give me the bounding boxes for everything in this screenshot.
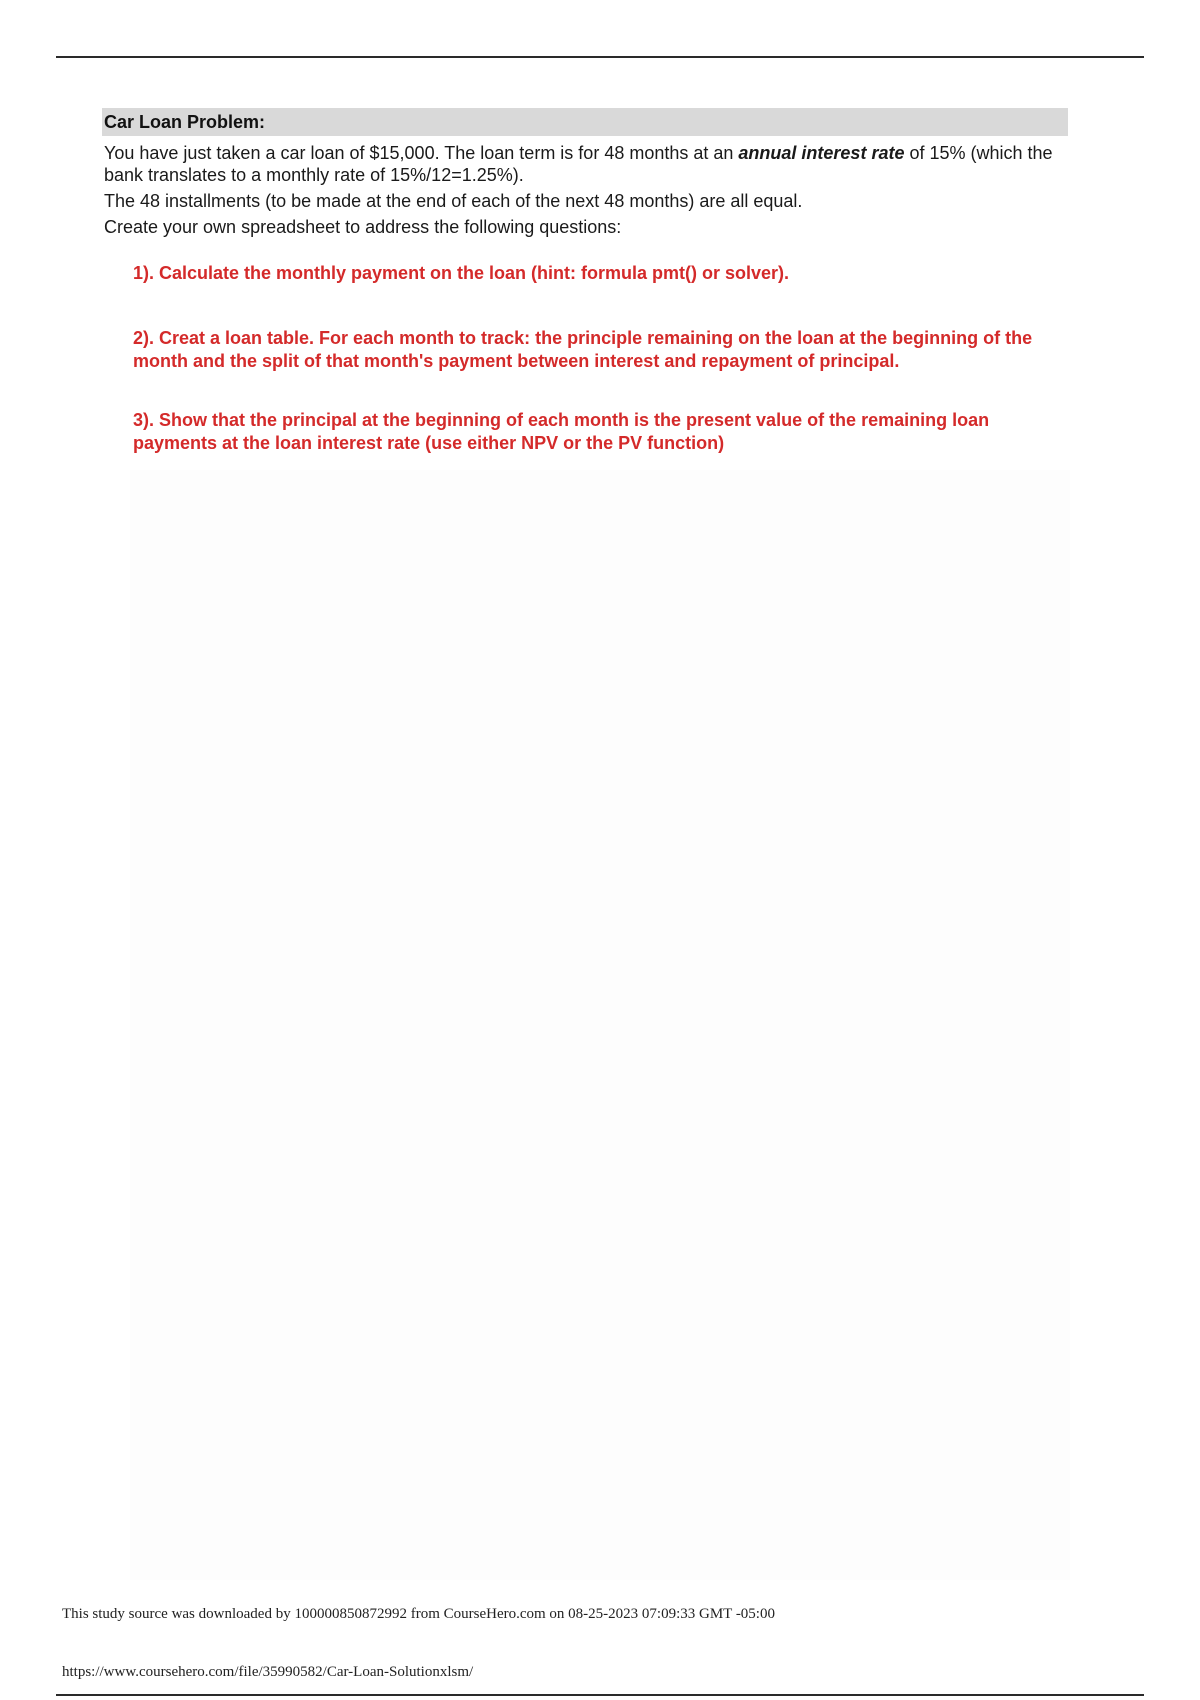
problem-content bbox=[102, 108, 1068, 455]
source-url[interactable]: https://www.coursehero.com/file/35990582/Car-Loan-Solutionxlsm/ bbox=[62, 1664, 474, 1680]
question-3: 3). Show that the principal at the beginning of each month is the present value of the remaining loan payments at the loan interest rate (use either NPV or the PV function) bbox=[133, 410, 990, 453]
top-rule bbox=[56, 56, 1144, 58]
intro-text-cont: of 15% (which the bank translates to a monthly rate of 15%/12=1.25%). bbox=[104, 143, 1053, 185]
question-2: 2). Creat a loan table. For each month to track: the principle remaining on the loan at the beginning of the month and the split of that month's payment between interest and repayment of principal. bbox=[133, 328, 1033, 371]
intro-text: You have just taken a car loan of $15,000. The loan term is for 48 months at an bbox=[104, 143, 739, 163]
problem-title: Car Loan Problem: bbox=[102, 108, 1068, 136]
instruction-text: Create your own spreadsheet to address the following questions: bbox=[104, 217, 622, 237]
source-notice: This study source was downloaded by 100000850872992 from CourseHero.com on 08-25-2023 07:09:33 GMT -05:00 bbox=[62, 1606, 775, 1622]
question-1: 1). Calculate the monthly payment on the loan (hint: formula pmt() or solver). bbox=[133, 263, 790, 283]
problem-intro bbox=[104, 142, 1068, 186]
installments-text: The 48 installments (to be made at the end of each of the next 48 months) are all equal. bbox=[104, 191, 803, 211]
bottom-rule bbox=[56, 1694, 1144, 1696]
intro-emphasis: annual interest rate bbox=[738, 143, 905, 163]
spreadsheet-area bbox=[130, 470, 1070, 1580]
